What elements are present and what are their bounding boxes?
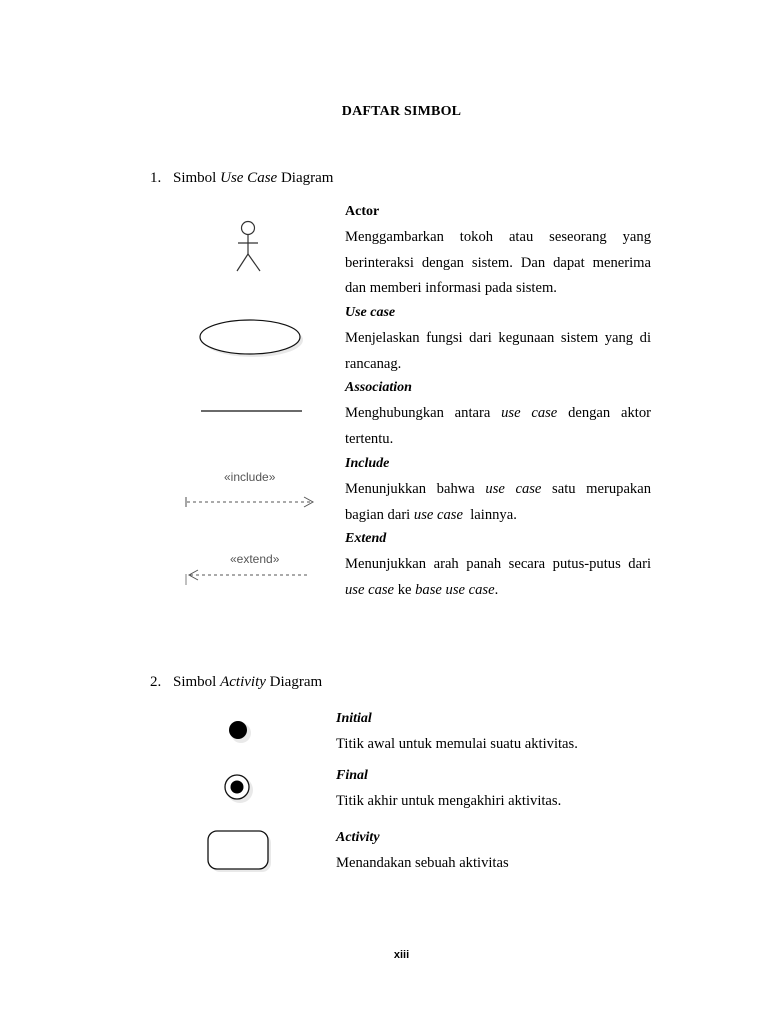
text-run-italic: base use case	[415, 581, 495, 598]
section-1-heading	[150, 170, 333, 187]
initial-node-icon	[226, 719, 256, 747]
actor-icon	[230, 218, 270, 276]
use-case-ellipse-icon	[198, 318, 308, 360]
section-1-heading-suffix: Diagram	[277, 170, 334, 186]
description-initial	[336, 732, 656, 758]
section-1-heading-italic: Use Case	[220, 170, 278, 186]
term-initial: Initial	[336, 711, 372, 726]
description-association	[345, 401, 651, 452]
term-final: Final	[336, 768, 368, 783]
text-run: dengan aktor	[557, 405, 651, 421]
text-run: bagian dari	[345, 506, 414, 523]
text-run: satu merupakan	[541, 481, 652, 497]
description-line: Menjelaskan fungsi dari kegunaan sistem yang di	[345, 330, 651, 346]
include-arrow-icon	[182, 465, 322, 517]
section-2-heading-suffix: Diagram	[265, 674, 323, 690]
page-number: xiii	[393, 949, 410, 961]
term-extend: Extend	[345, 531, 387, 546]
activity-rounded-rect-icon	[205, 828, 275, 876]
term-activity: Activity	[336, 830, 380, 845]
description-actor	[345, 225, 651, 302]
description-line: Menunjukkan arah panah secara putus-putus dari	[345, 556, 651, 572]
description-line	[345, 578, 651, 604]
description-line: Menandakan sebuah aktivitas	[336, 855, 509, 871]
text-run: .	[494, 581, 499, 598]
description-line: Menggambarkan tokoh atau seseorang yang	[345, 229, 651, 245]
description-line	[345, 503, 651, 529]
extend-arrow-icon	[182, 547, 322, 595]
description-line: dan memberi informasi pada sistem.	[345, 280, 557, 296]
text-run-italic: use case	[345, 581, 395, 598]
final-node-icon	[222, 772, 256, 806]
page-title: DAFTAR SIMBOL	[341, 104, 462, 119]
section-2-heading	[150, 674, 322, 691]
text-run-italic: use case	[501, 405, 558, 421]
association-line-icon	[200, 407, 304, 415]
text-run-italic: use case	[485, 481, 542, 497]
description-final	[336, 789, 656, 815]
section-2-heading-italic: Activity	[220, 674, 266, 690]
term-actor: Actor	[345, 204, 380, 219]
section-1-number: 1.	[150, 170, 162, 186]
description-line: rancanag.	[345, 355, 402, 372]
text-run: ke	[394, 581, 416, 598]
term-include: Include	[345, 456, 390, 471]
text-run-italic: use case	[413, 506, 463, 523]
description-extend	[345, 552, 651, 603]
description-line	[345, 477, 651, 503]
description-line: berinteraksi dengan sistem. Dan dapat menerima	[345, 254, 651, 271]
text-run: Menunjukkan bahwa	[345, 481, 486, 497]
description-line: Titik awal untuk memulai suatu aktivitas.	[336, 736, 578, 752]
section-2-number: 2.	[150, 674, 162, 690]
description-line: Titik akhir untuk mengakhiri aktivitas.	[336, 793, 562, 809]
term-association: Association	[345, 380, 412, 395]
extend-stereotype-label: «extend»	[230, 552, 280, 566]
term-use-case: Use case	[345, 305, 396, 320]
description-include	[345, 477, 651, 528]
description-line: tertentu.	[345, 430, 394, 447]
description-use-case	[345, 326, 651, 377]
description-activity	[336, 851, 656, 877]
include-stereotype-label: «include»	[224, 470, 276, 484]
text-run: Menghubungkan antara	[345, 405, 502, 421]
text-run: lainnya.	[462, 506, 517, 523]
section-1-heading-prefix: Simbol	[173, 170, 221, 186]
section-2-heading-prefix: Simbol	[173, 674, 221, 690]
description-line	[345, 401, 651, 427]
